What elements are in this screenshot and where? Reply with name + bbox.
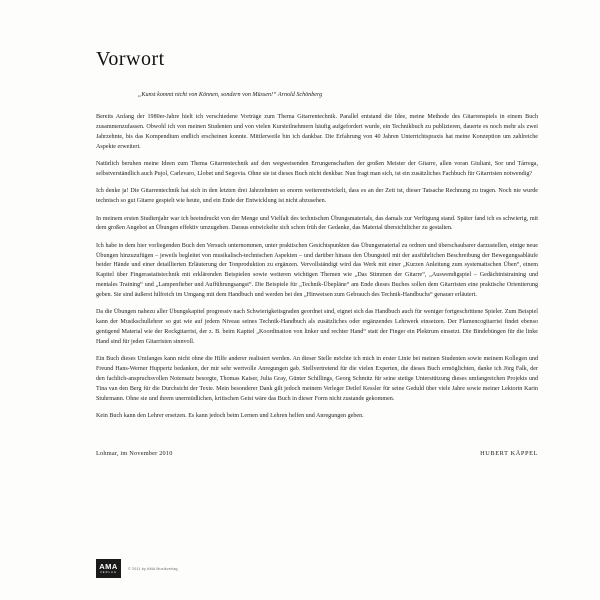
epigraph-quote: „Kunst kommt nicht von Können, sondern von Müssen!“ Arnold Schönberg	[138, 92, 323, 98]
paragraph: Ich denke ja! Die Gitarrentechnik hat sich in den letzten drei Jahrzehnten so enorm weiterentwickelt, dass es an der Zeit ist, dieser Tatsache Rechnung zu tragen. Noch nie wurde technisch so gut Gitarre gespielt wie heute, und ein Ende der Entwicklung ist nicht abzusehen.	[96, 188, 538, 205]
signature-block	[96, 450, 538, 457]
paragraph: Kein Buch kann den Lehrer ersetzen. Es kann jedoch beim Lernen und Lehren helfen und Anregungen geben.	[96, 413, 364, 420]
page-footer	[96, 559, 178, 578]
signature-place-date: Lohmar, im November 2010	[96, 449, 173, 457]
page-title: Vorwort	[96, 48, 165, 70]
paragraph: Ich habe in dem hier vorliegenden Buch den Versuch unternommen, unter praktischen Gesichtspunkten das Übungsmaterial zu ordnen und überschaubarer darzustellen, einige neue Übungen hinzuzufügen – jeweils begleitet von musikalisch-technischen Aspekten – und darüber hinaus den Übungsteil mit der ausführlichen Beschreibung der Bewegungsabläufe beider Hände und einer detaillierten Erläuterung der Tonproduktion zu ergänzen. Vervollständigt wird das Werk mit einer „Kurzen Anleitung zum systematischen Üben“, einem Kapitel über Fingerastatistechnik mit erklärenden Beispielen sowie weiteren wichtigen Themen wie „Das Stimmen der Gitarre“, „Auswendigspiel – Gedächtnistraining und mentales Training“ und „Lampenfieber und Aufführungsangst“. Die Beispiele für „Technik-Übepläne“ am Ende dieses Buches sollen dem Gitarristen eine praktische Orientierung geben. Sie sind äußerst hilfreich im Umgang mit dem Handbuch und werden bei den „Hinweisen zum Gebrauch des Technik-Handbuchs“ genauer erläutert.	[96, 242, 538, 299]
paragraph: Natürlich beruhen meine Ideen zum Thema Gitarrentechnik auf den wegweisenden Errungenschaften der großen Meister der Gitarre, allen voran Giuliani, Sor und Tárrega, selbstverständlich auch Pujol, Carlevaro, Llobet und Segovia. Ohne sie ist dieses Buch nicht denkbar. Nun fragt man sich, ist ein zusätzliches Fachbuch für Gitarristen notwendig?	[96, 161, 538, 177]
signature-author: HUBERT KÄPPEL	[480, 449, 538, 457]
publisher-logo-subtitle: VERLAG	[99, 570, 118, 574]
paragraph: Da die Übungen nahezu aller Übungskapitel progressiv nach Schwierigkeitsgraden geordnet sind, eignet sich das Handbuch auch für weniger fortgeschrittene Spieler. Zum Beispiel kann der Musikschullehrer so gut wie auf jedem Niveau seines Technik-Handbuch als zusätzliches oder ergänzendes Lehrwerk einsetzen. Der Flamencogitarrist findet ebenso genügend Material wie der Rockgitarrist, der z. B. beim Kapitel „Koordination von linker und rechter Hand“ statt der Finger ein Plektrum einsetzt. Die Bindebüngen für die linke Hand sind für jeden Gitarristen sinnvoll.	[96, 309, 538, 345]
paragraph: In meinem ersten Studienjahr war ich beeindruckt von der Menge und Vielfalt des technischen Übungsmaterials, das damals zur Verfügung stand. Später fand ich es schwierig, mit dem großen Angebot an Übungen effektiv umzugehen. Daraus entwickelte sich schon früh der Gedanke, das Material übersichtlicher zu gestalten.	[96, 215, 538, 232]
paragraph: Ein Buch dieses Umfanges kann nicht ohne die Hilfe anderer realisiert werden. An dieser Stelle möchte ich mich in erster Linie bei meinen Studenten sowie meinem Kollegen und Freund Hans-Werner Huppertz bedanken, der mir sehr wertvolle Anregungen gab. Stellvertretend für die vielen Experten, die dieses Buch ermöglichten, danke ich Jörg Falk, der den fachlich-anspruchsvollen Notensatz besorgte, Thomas Kaiser, Julia Gray, Günter Schillings, Georg Schmitz für seine stetige Unterstützung dieses umfangreichen Projekts und Tina van den Berg für die Durchsicht der Texte. Mein besonderer Dank gilt jedoch meinem Verleger Detlef Kessler für seine Geduld über viele Jahre sowie meiner Lektorin Karin Stuhrmann. Ohne sie und ihrem unermüdlichen, kritischen Geist wäre das Buch in dieser Form nicht zustande gekommen.	[96, 356, 538, 402]
publisher-logo-name: AMA	[99, 561, 118, 571]
paragraph: Bereits Anfang der 1980er-Jahre hielt ich verschiedene Vorträge zum Thema Gitarrentechnik. Parallel entstand die Idee, meine Methode des Gitarrenspiels in einem Buch zusammenzufassen. Obwohl ich von meinen Studenten und von vielen Kursteilnehmern häufig aufgefordert wurde, ein Technikbuch zu publizieren, dauerte es noch mehr als zwei Jahrzehnte, bis das Kompendium endlich erscheinen konnte. Mittlerweile bin ich dankbar. Die Erfahrung von 40 Jahren Unterrichtspraxis hat meine Konzeption um zahlreiche Aspekte erweitert.	[96, 114, 538, 150]
copyright-text: © 2011 by AMA Musikverlag	[128, 566, 178, 571]
publisher-logo	[96, 559, 121, 578]
